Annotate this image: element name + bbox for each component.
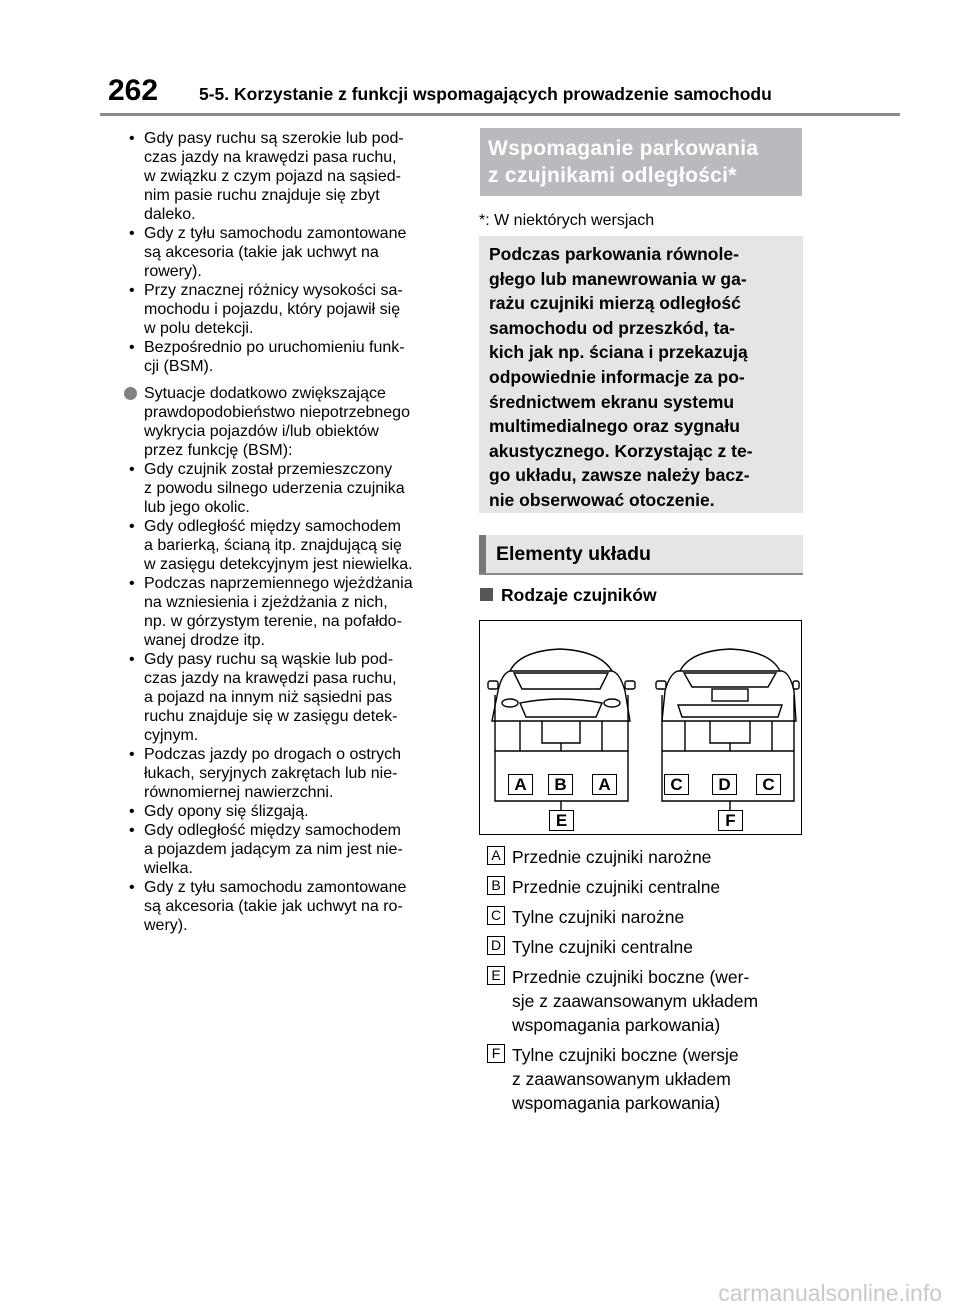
rear-car-bumper [678, 705, 782, 717]
label-a-left: A [508, 774, 533, 795]
list-item [118, 802, 460, 821]
list-item-text: Gdy pasy ruchu są wąskie lub pod- czas jazdy na krawędzi pasa ruchu, a pojazd na innym niż sąsiedni pas ruchu znajduje się w zasięgu detek- cyjnym. [144, 651, 398, 744]
label-c-right: C [756, 774, 781, 795]
section-title-bar [480, 128, 802, 196]
circle-item-text: Sytuacje dodatkowo zwiększające prawdopodobieństwo niepotrzebnego wykrycia pojazdów i/lub obiektów przez funkcję (BSM): [144, 385, 410, 459]
lead-text: Podczas parkowania równole- głego lub manewrowania w ga- rażu czujniki mierzą odległość samochodu od przeszkód, ta- kich jak np. ściana i przekazują odpowiednie informacje za po- średnictwem ekranu systemu multimedialnego oraz sygnału akustycznego. Korzystając z te- go układu, zawsze należy bacz- nie obserwować otoczenie. [489, 244, 753, 510]
watermark: carmanualsonline.info [718, 1280, 942, 1306]
rear-car-roof [680, 649, 780, 671]
list-item [118, 281, 460, 338]
legend-key: E [487, 966, 505, 985]
subsection-title: Elementy układu [496, 543, 651, 565]
sensor-legend [487, 845, 807, 1121]
lead-box [479, 236, 803, 513]
subsection-marker [479, 535, 486, 573]
sensor-diagram [479, 620, 802, 835]
rear-car-window [684, 673, 776, 687]
list-item-text: Gdy czujnik został przemieszczony z powodu silnego uderzenia czujnika lub jego okolic. [144, 461, 405, 516]
list-item [118, 878, 460, 935]
list-item-text: Gdy odległość między samochodem a pojazdem jadącym za nim jest nie- wielka. [144, 822, 403, 877]
rear-car-body [662, 671, 796, 721]
front-car-grille [520, 699, 602, 717]
front-car-windshield [514, 673, 608, 689]
footnote: *: W niektórych wersjach [479, 212, 655, 229]
list-item [118, 574, 460, 650]
legend-text: Przednie czujniki centralne [512, 877, 721, 897]
list-item [118, 650, 460, 745]
legend-key: C [487, 906, 505, 925]
legend-item [487, 875, 807, 899]
label-a-right: A [592, 774, 617, 795]
legend-key: D [487, 936, 505, 955]
legend-item [487, 905, 807, 929]
legend-item [487, 965, 807, 1037]
label-c-left: C [664, 774, 689, 795]
list-item [118, 129, 460, 224]
front-sensor-lines [495, 695, 628, 751]
list-item-text: Bezpośrednio po uruchomieniu funk- cji (BSM). [144, 339, 405, 375]
list-item-text: Gdy pasy ruchu są szerokie lub pod- czas jazdy na krawędzi pasa ruchu, w związku z czym pojazd na sąsied- nim pasie ruchu znajduje się zbyt daleko. [144, 130, 404, 223]
front-car-mirror-right [625, 681, 635, 689]
front-car-light-right [604, 699, 620, 707]
sub-heading [480, 585, 657, 605]
list-item-text: Gdy z tyłu samochodu zamontowane są akcesoria (takie jak uchwyt na rowery). [144, 225, 407, 280]
chapter-title: 5-5. Korzystanie z funkcji wspomagających prowadzenie samochodu [199, 84, 772, 104]
legend-text: Przednie czujniki boczne (wer- sje z zaawansowanym układem wspomagania parkowania) [512, 967, 759, 1035]
label-e: E [549, 810, 574, 831]
front-car-light-left [502, 699, 518, 707]
list-item-text: Gdy odległość między samochodem a barierką, ścianą itp. znajdującą się w zasięgu detekcyjnym jest niewielka. [144, 518, 413, 573]
list-item [118, 517, 460, 574]
bullet-list-a [118, 129, 460, 376]
list-item-text: Gdy z tyłu samochodu zamontowane są akcesoria (takie jak uchwyt na ro- wery). [144, 879, 407, 934]
legend-item [487, 845, 807, 869]
list-item [118, 745, 460, 802]
section-title: Wspomaganie parkowania z czujnikami odległości* [488, 137, 759, 187]
legend-key: B [487, 876, 505, 895]
rear-sensor-lines [662, 695, 794, 751]
page-number: 262 [108, 74, 159, 107]
subsection-title-bar [479, 535, 803, 575]
list-item-text: Podczas jazdy po drogach o ostrych łukach, seryjnych zakrętach lub nie- równomiernej nawierzchni. [144, 746, 402, 801]
front-car-body [492, 671, 630, 721]
rear-car-plate [712, 689, 748, 701]
list-item-text: Przy znacznej różnicy wysokości sa- mochodu i pojazdu, który pojawił się w polu detekcji. [144, 282, 403, 337]
list-item-text: Podczas naprzemiennego wjeżdżania na wzniesienia i zjeżdżania z nich, np. w górzystym terenie, na pofałdo- wanej drodze itp. [144, 575, 413, 649]
legend-text: Tylne czujniki narożne [512, 907, 685, 927]
label-b: B [548, 774, 573, 795]
front-car-mirror-left [488, 681, 498, 689]
legend-item [487, 1043, 807, 1115]
square-bullet-icon [480, 588, 493, 601]
label-f: F [718, 810, 743, 831]
bullet-list-b [118, 460, 460, 935]
legend-text: Tylne czujniki boczne (wersje z zaawansowanym układem wspomagania parkowania) [512, 1045, 739, 1113]
sub-heading-text: Rodzaje czujników [501, 585, 657, 605]
rear-car-mirror-left [656, 681, 666, 689]
legend-text: Przednie czujniki narożne [512, 847, 712, 867]
list-item [118, 460, 460, 517]
list-item [118, 821, 460, 878]
label-d: D [712, 774, 737, 795]
legend-item [487, 935, 807, 959]
legend-key: F [487, 1044, 505, 1063]
legend-text: Tylne czujniki centralne [512, 937, 693, 957]
circle-item [118, 384, 460, 460]
header-rule [100, 113, 900, 116]
legend-key: A [487, 846, 505, 865]
car-illustration [480, 621, 801, 834]
left-column [118, 129, 460, 935]
list-item [118, 338, 460, 376]
list-item-text: Gdy opony się ślizgają. [144, 803, 309, 820]
circle-bullet-icon [124, 387, 137, 400]
list-item [118, 224, 460, 281]
front-car-roof [510, 649, 612, 671]
